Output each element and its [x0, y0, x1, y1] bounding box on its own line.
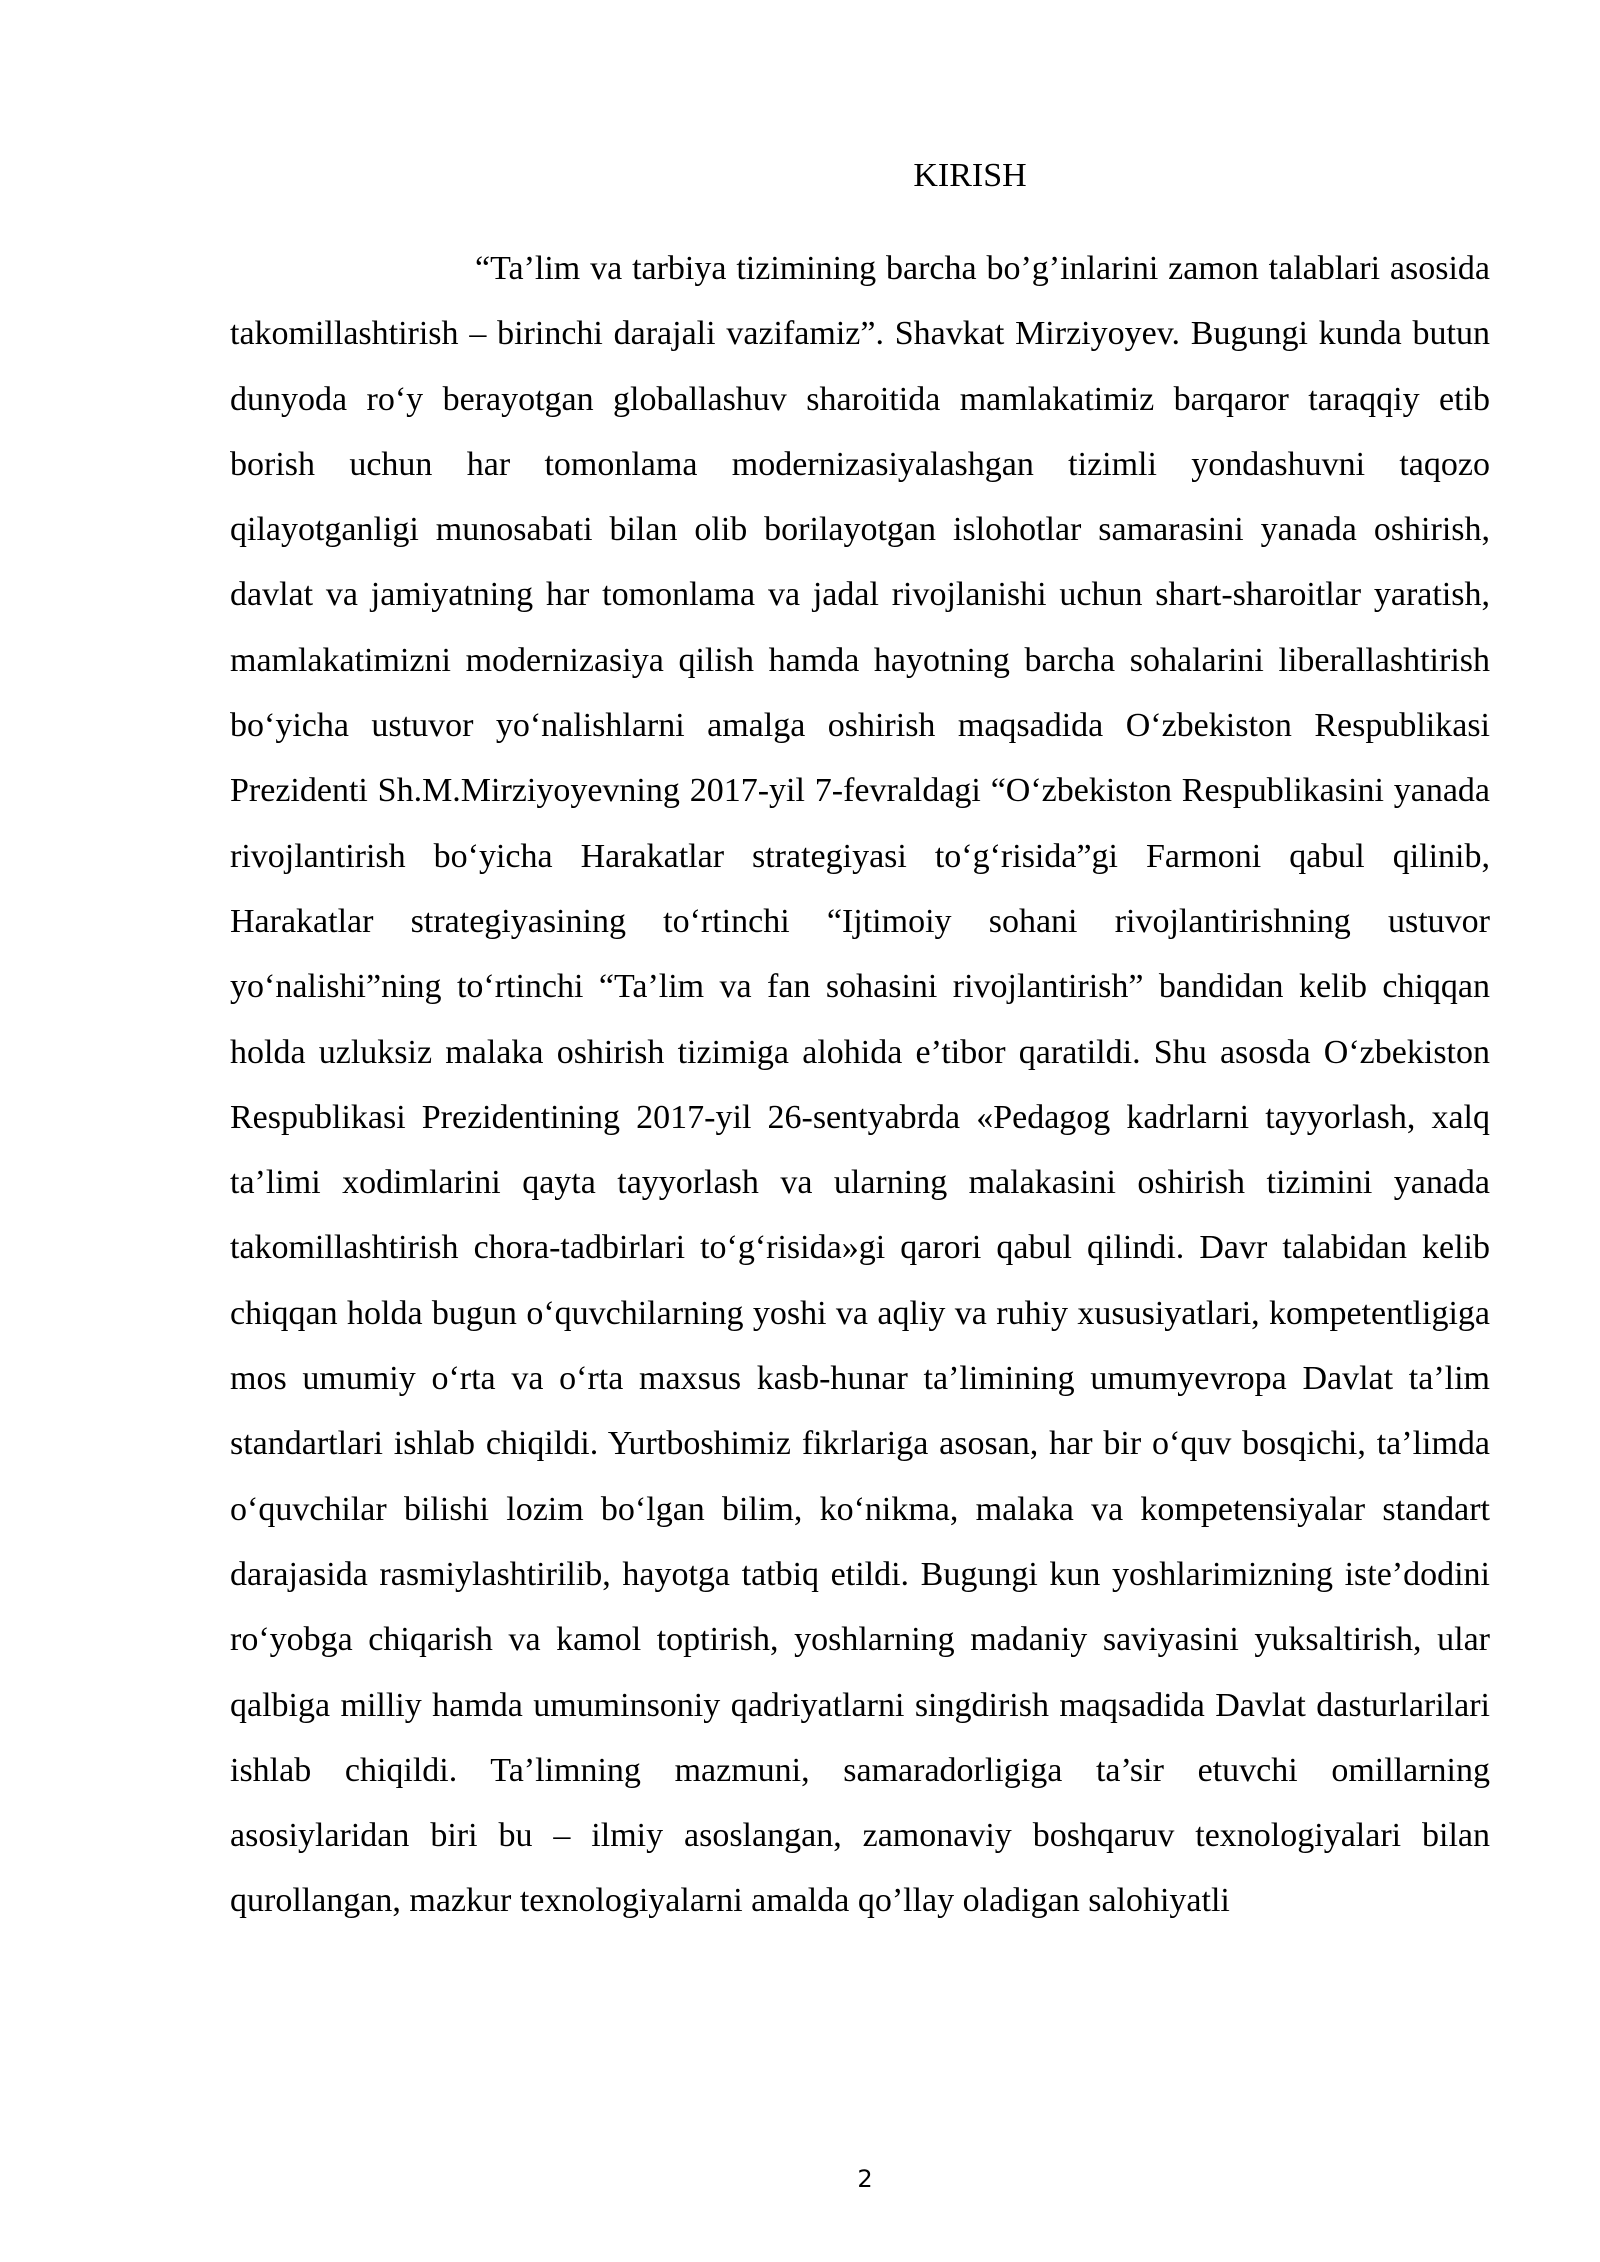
page-number: 2 [857, 2165, 873, 2193]
body-paragraph: “Ta’lim va tarbiya tizimining barcha bo’g’inlarini zamon talablari asosida takomillashtirish – birinchi darajali vazifamiz”. Shavkat Mirziyoyev. Bugungi kunda butun dunyoda ro‘y berayotgan globallashuv sharoitida mamlakatimiz barqaror taraqqiy etib borish uchun har tomonlama modernizasiyalashgan tizimli yondashuvni taqozo qilayotganligi munosabati bilan olib borilayotgan islohotlar samarasini yanada oshirish, davlat va jamiyatning har tomonlama va jadal rivojlanishi uchun shart-sharoitlar yaratish, mamlakatimizni modernizasiya qilish hamda hayotning barcha sohalarini liberallashtirish bo‘yicha ustuvor yo‘nalishlarni amalga oshirish maqsadida O‘zbekiston Respublikasi Prezidenti Sh.M.Mirziyoyevning 2017-yil 7-fevraldagi “O‘zbekiston Respublikasini yanada rivojlantirish bo‘yicha Harakatlar strategiyasi to‘g‘risida”gi Farmoni qabul qilinib, Harakatlar strategiyasining to‘rtinchi “Ijtimoiy sohani rivojlantirishning ustuvor yo‘nalishi”ning to‘rtinchi “Ta’lim va fan sohasini rivojlantirish” bandidan kelib chiqqan holda uzluksiz malaka oshirish tizimiga alohida e’tibor qaratildi. Shu asosda O‘zbekiston Respublikasi Prezidentining 2017-yil 26-sentyabrda «Pedagog kadrlarni tayyorlash, xalq ta’limi xodimlarini qayta tayyorlash va ularning malakasini oshirish tizimini yanada takomillashtirish chora-tadbirlari to‘g‘risida»gi qarori qabul qilindi. Davr talabidan kelib chiqqan holda bugun o‘quvchilarning yoshi va aqliy va ruhiy xususiyatlari, kompetentligiga mos umumiy o‘rta va o‘rta maxsus kasb-hunar ta’limining umumyevropa Davlat ta’lim standartlari ishlab chiqildi. Yurtboshimiz fikrlariga asosan, har bir o‘quv bosqichi, ta’limda o‘quvchilar bilishi lozim bo‘lgan bilim, ko‘nikma, malaka va kompetensiyalar standart darajasida rasmiylashtirilib, hayotga tatbiq etildi. Bugungi kun yoshlarimizning iste’dodini ro‘yobga chiqarish va kamol toptirish, yoshlarning madaniy saviyasini yuksaltirish, ular qalbiga milliy hamda umuminsoniy qadriyatlarni singdirish maqsadida Davlat dasturlarilari ishlab chiqildi. Ta’limning mazmuni, samaradorligiga ta’sir etuvchi omillarning asosiylaridan biri bu – ilmiy asoslangan, zamonaviy boshqaruv texnologiyalari bilan qurollangan, mazkur texnologiyalarni amalda qo’llay oladigan salohiyatli [230, 250, 1490, 1920]
section-heading: KIRISH [913, 157, 1027, 194]
